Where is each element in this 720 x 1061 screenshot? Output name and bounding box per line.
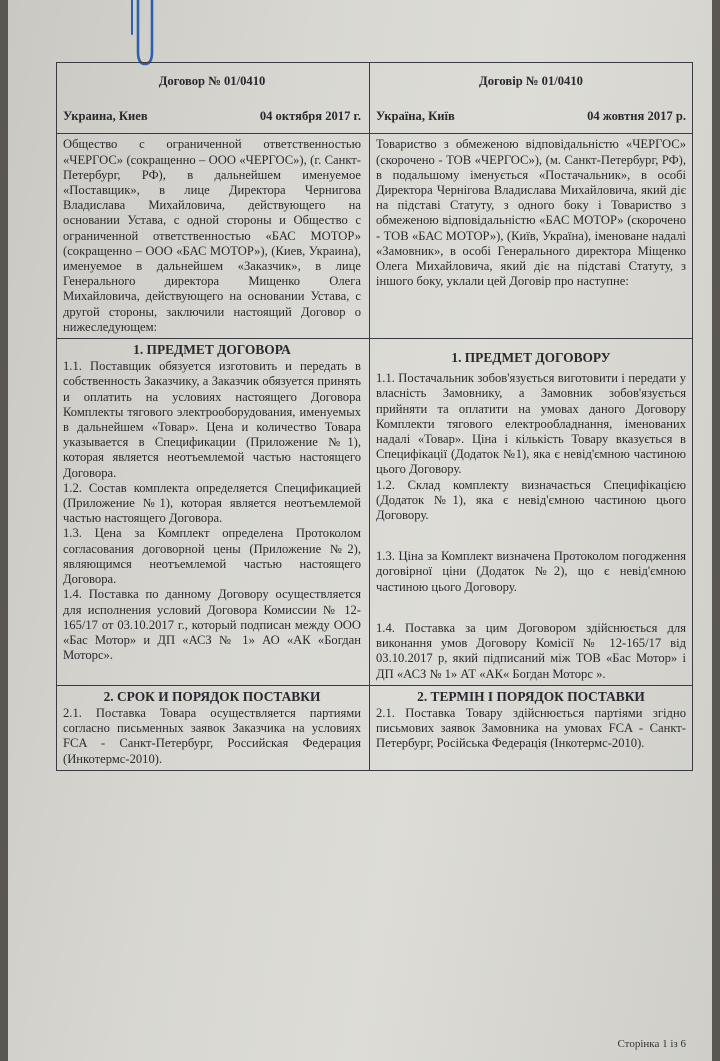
section2-left-cell [57,685,370,770]
clause-2-1-ru: 2.1. Поставка Товара осуществляется партиями согласно письменных заявок Заказчика на условиях FCA - Санкт-Петербург, Российская Федерация (Инкотермс-2010). [63,705,361,766]
clause-1-2-ua: 1.2. Склад комплекту визначається Специфікацією (Додаток №1), яка є невід'ємною частиною цього Договору. [376,477,686,523]
clause-1-3-ua: 1.3. Ціна за Комплект визначена Протоколом погодження договірної ціни (Додаток №2), що є невід'ємною частиною цього Договору. [376,549,686,594]
place-date-ua [376,109,686,124]
clause-1-1-ru: 1.1. Поставщик обязуется изготовить и передать в собственность Заказчику, а Заказчик обязуется принять и оплатить на условиях настоящего Договора Комплекты тягового электрооборудования, именуемых в дальнейшем «Товар». Цена и количество Товара указывается в Спецификации (Приложение №1), которая является неотъемлемой частью настоящего Договора. [63,359,361,480]
contract-table [56,62,693,771]
date-ru: 04 октября 2017 г. [259,109,361,124]
section1-left-cell [57,339,370,686]
header-left-cell [57,63,370,134]
document-page [8,0,712,1061]
header-right-cell [370,63,693,134]
clause-2-1-ua: 2.1. Поставка Товару здійснюється партіями згідно письмових заявок Замовника на умовах FCA - Санкт-Петербург, Російська Федерація (Інкотермс-2010). [376,705,686,751]
section1-row [57,339,693,686]
page-number: Сторінка 1 із 6 [617,1038,686,1050]
section2-title-ua: 2. ТЕРМІН І ПОРЯДОК ПОСТАВКИ [417,688,645,704]
place-date-ru [63,109,361,124]
section1-right-cell [370,339,693,686]
contract-title-ua: Договір № 01/0410 [479,74,583,88]
intro-right-cell [370,134,693,339]
section1-title-ua: 1. ПРЕДМЕТ ДОГОВОРУ [451,350,611,366]
intro-text-ru: Общество с ограниченной ответственностью «ЧЕРГОС» (сокращенно – ООО «ЧЕРГОС»), (г. Санкт-Петербург, РФ), в дальнейшем именуемое «Поставщик», в лице Директора Чернигова Владислава Михайловича, действующего на основании Устава, с одной стороны и Общество с ограниченной ответственностью «БАС МОТОР» (сокращенно – ООО «БАС МОТОР»), (Киев, Украина), именуемое в дальнейшем «Заказчик», в лице Генерального директора Мищенко Олега Михайловича, действующего на основании Устава, с другой стороны, заключили настоящий Договор о нижеследующем: [63,137,361,334]
intro-row [57,134,693,339]
section1-title-ru: 1. ПРЕДМЕТ ДОГОВОРА [133,342,291,358]
clause-1-1-ua: 1.1. Постачальник зобов'язується виготовити і передати у власність Замовнику, а Замовник зобов'язується прийняти та оплатити на умовах даного Договору Комплекти тягового електрообладнання, іменованих надалі «Товар». Ціна і кількість Товару вказується в Специфікації (Додаток №1), яка є невід'ємною частиною цього Договору. [376,371,686,477]
section2-title-ru: 2. СРОК И ПОРЯДОК ПОСТАВКИ [103,688,321,704]
clause-1-3-ru: 1.3. Цена за Комплект определена Протоколом согласования договорной цены (Приложение №2), являющимся неотъемлемой частью настоящего Договора. [63,526,361,587]
section2-right-cell [370,685,693,770]
contract-title-ru: Договор № 01/0410 [158,74,266,88]
intro-left-cell [57,134,370,339]
clause-1-4-ru: 1.4. Поставка по данному Договору осуществляется для исполнения условий Договора Комиссии № 12-165/17 от 03.10.2017 г., который подписан между ООО «Бас Мотор» и ДП «АСЗ № 1» АО «АК «Богдан Моторс». [63,587,361,663]
place-ru: Украина, Киев [63,109,148,124]
section2-row [57,685,693,770]
paperclip-icon [128,0,156,68]
intro-text-ua: Товариство з обмеженою відповідальністю «ЧЕРГОС» (скорочено - ТОВ «ЧЕРГОС»), (м. Санкт-Петербург, РФ), в подальшому іменується «Постачальник», в особі Директора Чернігова Владислава Михайловича, який діє на підставі Статуту, з одного боку і Товариство з обмеженою відповідальністю «БАС МОТОР» (скорочено - ТОВ «БАС МОТОР»), (Київ, Україна), іменоване надалі «Замовник», в особі Генерального директора Міщенко Олега Михайловича, який діє на підставі Статуту, з іншого боку, уклали цей Договір про наступне: [376,137,686,289]
clause-1-4-ua: 1.4. Поставка за цим Договором здійснюється для виконання умов Договору Комісії № 12-165/17 від 03.10.2017 р, який підписаний між ТОВ «Бас Мотор» і ДП «АСЗ № 1» АТ «АК« Богдан Моторс ». [376,620,686,681]
place-ua: Україна, Київ [376,109,455,124]
clause-1-2-ru: 1.2. Состав комплекта определяется Спецификацией (Приложение №1), которая является неотъемлемой частью настоящего Договора. [63,480,361,526]
date-ua: 04 жовтня 2017 р. [587,109,686,124]
header-row [57,63,693,134]
